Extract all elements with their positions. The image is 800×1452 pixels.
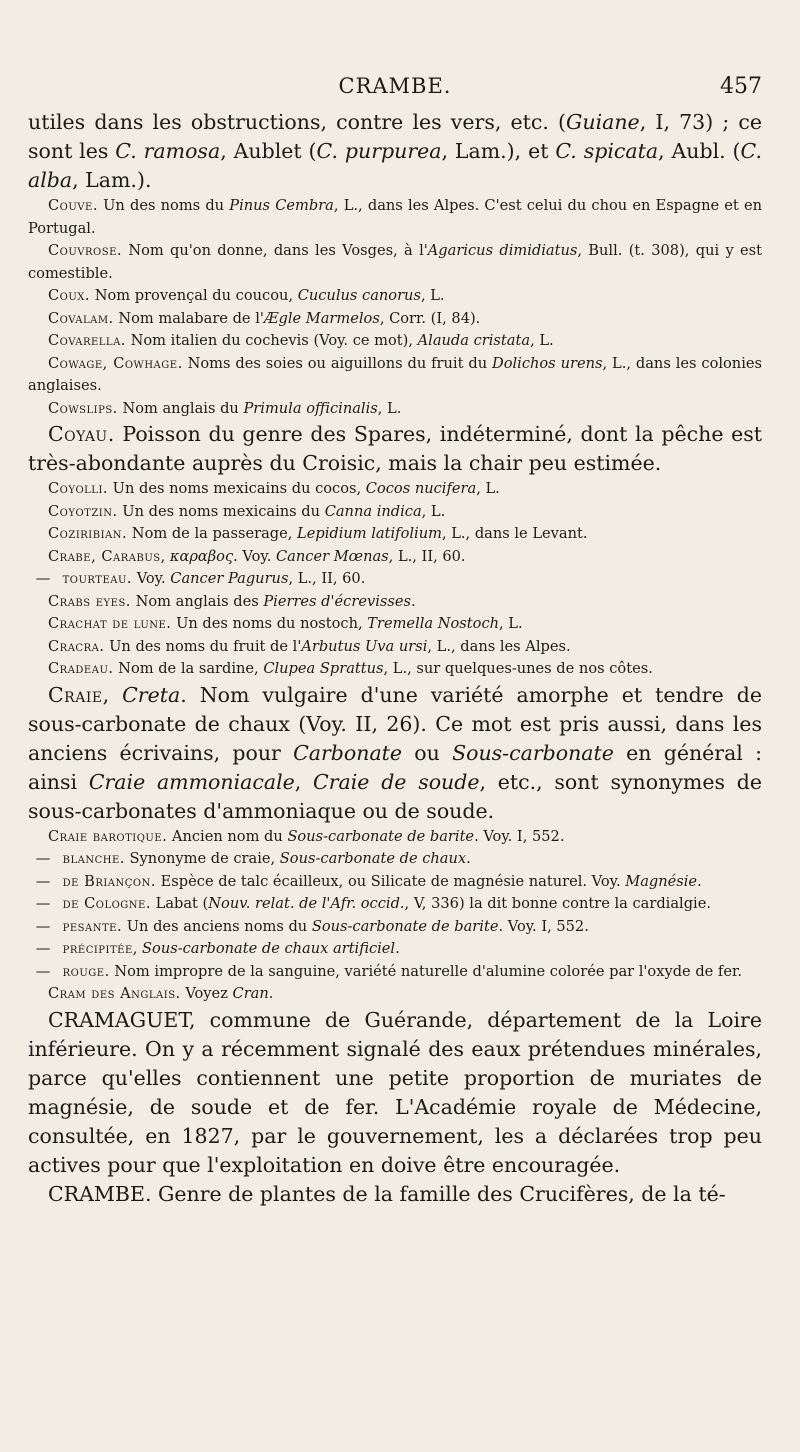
entry-headword: Coyotzin. (48, 502, 118, 520)
entry-headword: Crabs eyes. (48, 592, 131, 610)
text-run: Nom malabare de l' (113, 309, 264, 327)
italic-term: Arbutus Uva ursi (301, 637, 428, 655)
ditto-dash: — (35, 917, 51, 935)
italic-term: Pierres d'écrevisses (263, 592, 411, 610)
intro-paragraph (28, 108, 762, 195)
text-run: . (697, 872, 702, 890)
text-run: Nom de la passerage, (127, 525, 298, 542)
minor-entry (28, 330, 762, 353)
text-run: , L. (420, 287, 445, 304)
text-run: Un des noms du fruit de l' (104, 637, 302, 655)
entry-headword: Coyolli. (48, 480, 109, 497)
italic-term: C. spicata (555, 139, 659, 163)
sub-entry (28, 893, 762, 916)
sub-entry (28, 938, 762, 961)
text-run: . Voy. I, 552. (498, 917, 589, 935)
text-run: , etc., sont synonymes de sous-carbonates d'ammoniaque ou de soude. (28, 769, 762, 823)
entry-headword: précipitée (62, 940, 133, 957)
entry-headword: de Cologne. (62, 895, 151, 912)
text-run: Noms des soies ou aiguillons du fruit du (182, 354, 492, 372)
italic-term: Clupea Sprattus (263, 660, 384, 677)
minor-entry (28, 636, 762, 659)
text-run: Un des noms du nostoch, (171, 615, 368, 632)
entry-headword: Cracra. (48, 637, 105, 655)
sub-entry (28, 871, 762, 894)
italic-term: Nouv. relat. de l'Afr. occid. (208, 895, 405, 912)
text-run: CRAMAGUET, commune de Guérande, département de la Loire inférieure. On y a récemment signalé des eaux prétendues minérales, parce qu'elles contiennent une petite proportion de muriates de magnésie, de soude et de fer. L'Académie royale de Médecine, consultée, en 1827, par le gouvernement, les a déclarées trop peu actives pour que l'exploitation en doive être encouragée. (28, 1007, 762, 1177)
entry-headword: Covalam. (48, 309, 114, 327)
minor-entry (28, 398, 762, 421)
text-run: Voy. (132, 570, 171, 587)
sub-entry (28, 961, 762, 984)
minor-entry (28, 826, 762, 849)
text-run: , Aublet ( (220, 139, 317, 163)
entry-headword: Cowslips. (48, 399, 118, 417)
italic-term: Tremella Nostoch (367, 615, 500, 632)
italic-term: Sous-carbonate de barite (287, 827, 475, 845)
text-run: Nom qu'on donne, dans les Vosges, à l' (122, 242, 428, 259)
italic-term: C. purpurea (316, 139, 442, 163)
text-run: Nom de la sardine, (113, 660, 264, 677)
minor-entry (28, 285, 762, 308)
text-run: Un des noms mexicains du cocos, (108, 480, 366, 497)
main-entry (28, 1180, 762, 1209)
italic-term: Cancer Pagurus (170, 570, 289, 587)
text-run: Labat ( (150, 895, 209, 912)
ditto-dash: — (35, 940, 51, 957)
italic-term: Creta (122, 682, 181, 707)
italic-term: Craie de soude (313, 769, 480, 794)
text-run: . Voy. I, 552. (474, 827, 565, 845)
italic-term: Cancer Mœnas (276, 547, 389, 565)
text-run: , L. (421, 502, 446, 520)
text-run: Ancien nom du (167, 827, 288, 845)
main-entry (28, 420, 762, 478)
text-run: Nom italien du cochevis (Voy. ce mot), (125, 332, 418, 349)
sub-entry (28, 916, 762, 939)
text-run: , L., dans les Alpes. (427, 637, 571, 655)
minor-entry (28, 501, 762, 524)
text-run: , V, 336) la dit bonne contre la cardialgie. (404, 895, 711, 912)
italic-term: Dolichos urens (492, 354, 603, 372)
entry-headword: Cowage, Cowhage. (48, 354, 183, 372)
page-header (28, 74, 762, 108)
text-run: . Nom vulgaire d'une variété amorphe et tendre de sous-carbonate de chaux (Voy. II, 26). Ce mot est pris aussi, dans les anciens écrivains, pour (28, 682, 762, 765)
italic-term: Guiane (566, 110, 640, 134)
text-run: . (268, 985, 274, 1002)
text-run: , L., dans les colonies anglaises. (28, 354, 762, 394)
sub-entry (28, 848, 762, 871)
text-run: , L. (499, 615, 523, 632)
italic-term: Agaricus dimidiatus (427, 242, 578, 259)
text-run: , L. (377, 399, 402, 417)
text-run: Voyez (180, 985, 233, 1002)
entry-headword: Craie barotique. (48, 827, 168, 845)
text-run: , (132, 940, 143, 957)
text-run: . (395, 940, 400, 957)
text-run: Nom impropre de la sanguine, variété naturelle d'alumine colorée par l'oxyde de fer. (109, 962, 742, 980)
text-run: , L., II, 60. (288, 570, 366, 587)
entry-headword: Coux. (48, 287, 91, 304)
entry-headword: tourteau. (62, 570, 133, 587)
body-text (28, 108, 762, 1209)
minor-entry (28, 478, 762, 501)
italic-term: Pinus Cembra (229, 197, 334, 214)
text-run: , (160, 547, 170, 565)
entry-headword: Crachat de lune. (48, 615, 172, 632)
text-run: Un des noms du (97, 197, 230, 214)
minor-entry (28, 983, 762, 1006)
minor-entry (28, 240, 762, 285)
entry-headword: Cradeau. (48, 660, 114, 677)
minor-entry (28, 308, 762, 331)
text-run: Un des anciens noms du (122, 917, 312, 935)
italic-term: Cuculus canorus (297, 287, 421, 304)
minor-entry (28, 353, 762, 398)
ditto-dash: — (35, 962, 51, 980)
text-run: Nom provençal du coucou, (90, 287, 298, 304)
text-run: en général : ainsi (28, 740, 763, 794)
text-run: , L., dans le Levant. (441, 525, 588, 542)
italic-term: Primula officinalis (243, 399, 378, 417)
running-title: CRAMBE. (338, 74, 452, 98)
minor-entry (28, 195, 762, 240)
text-run: Poisson du genre des Spares, indéterminé, dont la pêche est très-abondante auprès du Croisic, mais la chair peu estimée. (28, 422, 762, 475)
italic-term: Alauda cristata (417, 332, 531, 349)
ditto-dash: — (35, 570, 51, 587)
entry-headword: Couvrose. (48, 242, 123, 259)
text-run: . (410, 592, 416, 610)
text-run: , (102, 682, 123, 707)
entry-headword: Coziribian. (48, 525, 128, 542)
text-run: , I, 73) ; ce sont les (28, 110, 762, 163)
text-run: , (294, 769, 314, 794)
text-run: , Bull. (t. 308), qui y est comestible. (28, 242, 763, 282)
text-run: Nom anglais des (130, 592, 264, 610)
page-number: 457 (720, 74, 762, 99)
entry-headword: Crabe, Carabus (48, 547, 161, 565)
text-run: . Voy. (233, 547, 277, 565)
italic-term: Cocos nucifera (365, 480, 477, 497)
text-run: ou (402, 740, 453, 765)
italic-term: Sous-carbonate de chaux (279, 850, 467, 867)
minor-entry (28, 546, 762, 569)
entry-headword: rouge. (62, 962, 110, 980)
text-run: utiles dans les obstructions, contre les vers, etc. ( (28, 110, 566, 134)
text-run: Synonyme de craie, (124, 850, 280, 867)
main-entry (28, 681, 762, 826)
text-run: , L. (476, 480, 500, 497)
italic-term: C. alba (28, 139, 763, 192)
text-run: Nom anglais du (117, 399, 244, 417)
italic-term: Sous-carbonate de chaux artificiel (142, 940, 396, 957)
minor-entry (28, 658, 762, 681)
italic-term: Sous-carbonate (452, 740, 614, 765)
ditto-dash: — (35, 850, 51, 867)
italic-term: Sous-carbonate de barite (311, 917, 499, 935)
text-run: , L., sur quelques-unes de nos côtes. (383, 660, 653, 677)
minor-entry (28, 523, 762, 546)
text-run: , L., dans les Alpes. C'est celui du chou en Espagne et en Portugal. (28, 197, 762, 237)
text-run: , Lam.), et (441, 139, 556, 163)
italic-term: Cran (232, 985, 269, 1002)
entry-headword: Craie (48, 682, 103, 707)
main-entry (28, 1006, 762, 1180)
italic-term: Ægle Marmelos (263, 309, 380, 327)
text-run: CRAMBE. Genre de plantes de la famille des Crucifères, de la té- (48, 1181, 726, 1206)
italic-term: Lepidium latifolium (297, 525, 442, 542)
italic-term: Magnésie (625, 872, 698, 890)
text-run: , L., II, 60. (388, 547, 466, 565)
italic-term: καραβος (169, 547, 234, 565)
text-run: , L. (530, 332, 554, 349)
text-run: . (466, 850, 471, 867)
ditto-dash: — (35, 872, 51, 890)
text-run: Un des noms mexicains du (117, 502, 325, 520)
text-run: , Aubl. ( (658, 139, 741, 163)
entry-headword: de Briançon. (62, 872, 157, 890)
italic-term: C. ramosa (115, 139, 221, 163)
italic-term: Craie ammoniacale (88, 769, 295, 794)
text-run: , Lam.). (72, 168, 152, 192)
minor-entry (28, 613, 762, 636)
text-run: Espèce de talc écailleux, ou Silicate de magnésie naturel. Voy. (156, 872, 626, 890)
sub-entry (28, 568, 762, 591)
ditto-dash: — (35, 895, 51, 912)
entry-headword: blanche. (62, 850, 125, 867)
text-run: , Corr. (I, 84). (379, 309, 481, 327)
entry-headword: Cram des Anglais. (48, 985, 181, 1002)
entry-headword: Couve. (48, 197, 98, 214)
entry-headword: Covarella. (48, 332, 126, 349)
italic-term: Carbonate (293, 740, 403, 765)
italic-term: Canna indica (324, 502, 422, 520)
entry-headword: Coyau. (48, 422, 115, 446)
entry-headword: pesante. (62, 917, 123, 935)
minor-entry (28, 591, 762, 614)
